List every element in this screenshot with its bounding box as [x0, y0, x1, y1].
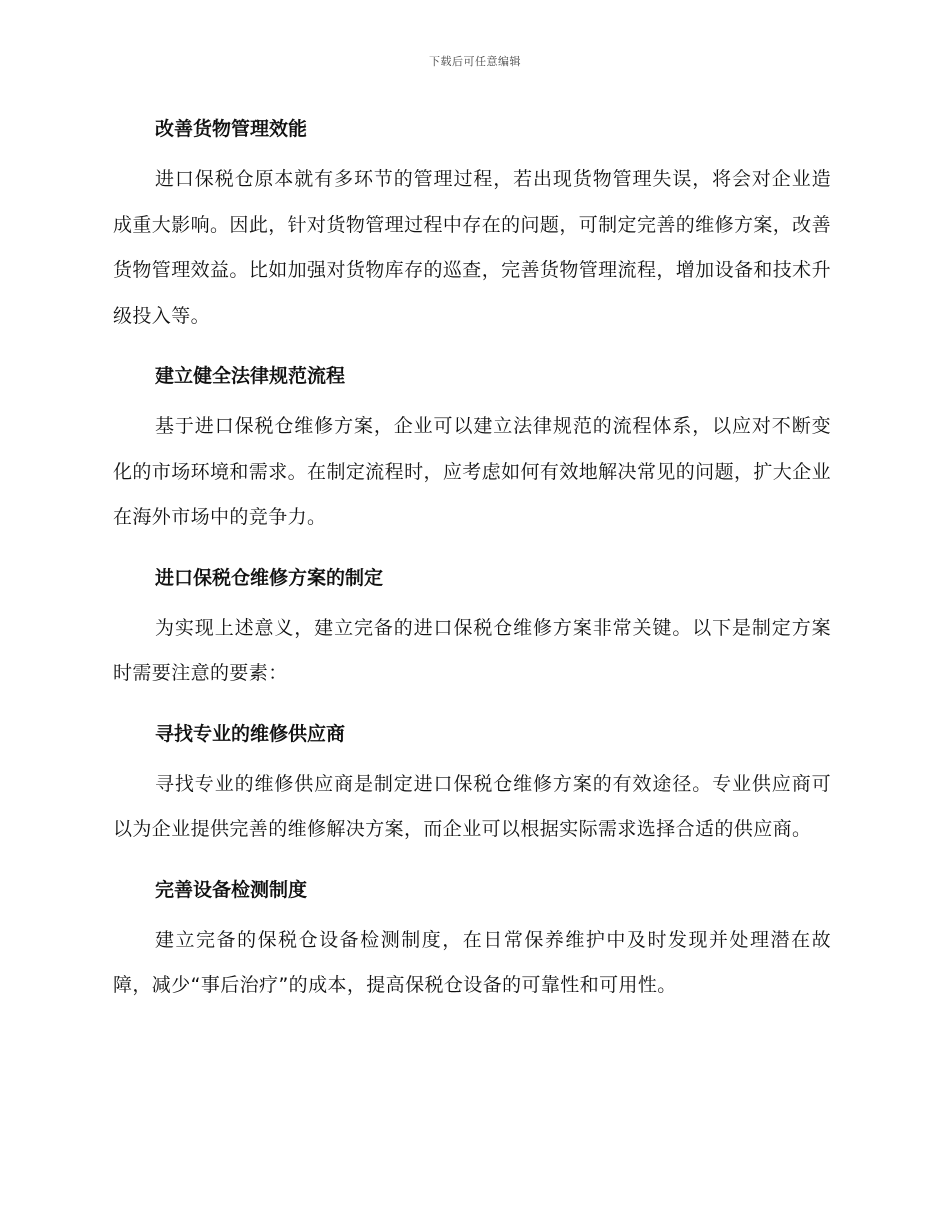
- section-paragraph-4: 寻找专业的维修供应商是制定进口保税仓维修方案的有效途径。专业供应商可以为企业提供完善的维修解决方案，而企业可以根据实际需求选择合适的供应商。: [113, 772, 831, 840]
- section-paragraph-3: 为实现上述意义，建立完备的进口保税仓维修方案非常关键。以下是制定方案时需要注意的要素：: [113, 616, 831, 684]
- section-heading-1: 改善货物管理效能: [155, 118, 308, 140]
- section-paragraph-1: 进口保税仓原本就有多环节的管理过程，若出现货物管理失误，将会对企业造成重大影响。因此，针对货物管理过程中存在的问题，可制定完善的维修方案，改善货物管理效益。比如加强对货物库存的巡查，完善货物管理流程，增加设备和技术升级投入等。: [113, 168, 831, 327]
- document-body: [113, 110, 831, 1009]
- section-heading-4: 寻找专业的维修供应商: [155, 722, 346, 745]
- section-heading-3: 进口保税仓维修方案的制定: [155, 566, 384, 589]
- page-header: 下载后可任意编辑: [429, 55, 521, 68]
- section-heading-5: 完善设备检测制度: [155, 878, 308, 901]
- section-paragraph-2: 基于进口保税仓维修方案，企业可以建立法律规范的流程体系，以应对不断变化的市场环境和需求。在制定流程时，应考虑如何有效地解决常见的问题，扩大企业在海外市场中的竞争力。: [113, 415, 831, 528]
- section-paragraph-5: 建立完备的保税仓设备检测制度，在日常保养维护中及时发现并处理潜在故障，减少“事后治疗”的成本，提高保税仓设备的可靠性和可用性。: [113, 928, 831, 996]
- section-heading-2: 建立健全法律规范流程: [155, 365, 346, 387]
